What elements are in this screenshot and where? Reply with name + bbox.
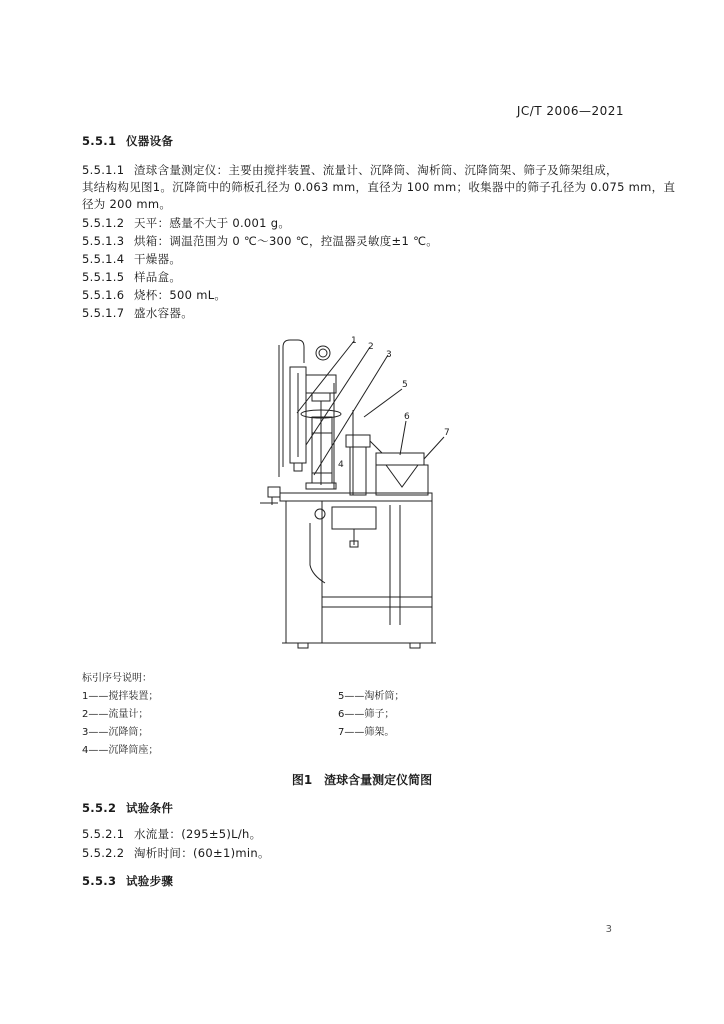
clause-number: 5.5.1.5	[82, 270, 125, 284]
stirring-coupler	[312, 393, 330, 401]
clause-text: 烧杯：500 mL。	[134, 288, 227, 302]
leader-line-7	[424, 437, 444, 459]
legend-item-6: 6——筛子；	[338, 709, 395, 720]
clause-text: 样品盒。	[134, 270, 182, 284]
clause-text: 渣球含量测定仪：主要由搅拌装置、流量计、沉降筒、淘析筒、沉降筒架、筛子及筛架组成，	[134, 163, 618, 177]
clause-text: 淘析时间：(60±1)min。	[134, 846, 270, 860]
legend-item-1: 1——搅拌装置；	[82, 691, 159, 702]
clause-text: 天平：感量不大于 0.001 g。	[134, 216, 291, 230]
valve	[268, 487, 280, 497]
section-number: 5.5.3	[82, 874, 117, 888]
elutriation-tube-top	[346, 435, 370, 447]
overflow-pipe	[370, 441, 382, 453]
clause-5-5-1-6	[82, 287, 226, 303]
water-pipe	[283, 340, 304, 467]
leader-line-6	[400, 421, 406, 455]
cabinet	[286, 501, 432, 643]
clause-5-5-2-2	[82, 845, 270, 861]
hose-coil	[319, 349, 327, 357]
clause-5-5-1-2	[82, 215, 290, 231]
clause-5-5-1-4	[82, 251, 181, 267]
leader-line-5	[364, 389, 402, 417]
cabinet-drawer	[332, 507, 376, 529]
clause-number: 5.5.1.4	[82, 252, 125, 266]
legend-item-3: 3——沉降筒；	[82, 727, 149, 738]
sieve-holder	[376, 465, 428, 495]
foot	[410, 643, 420, 648]
clause-text: 烘箱：调温范围为 0 ℃～300 ℃，控温器灵敏度±1 ℃。	[134, 234, 439, 248]
clause-5-5-2-1	[82, 826, 261, 842]
callout-3: 3	[386, 350, 392, 360]
callout-1: 1	[351, 336, 357, 346]
flow-meter-base	[294, 463, 302, 471]
clause-text: 盛水容器。	[134, 306, 193, 320]
section-heading-5-5-2	[82, 800, 173, 816]
internal-pipe	[310, 523, 325, 583]
clause-5-5-1-5	[82, 269, 181, 285]
section-title: 试验步骤	[126, 874, 174, 888]
legend-item-5: 5——淘析筒；	[338, 691, 405, 702]
section-heading-5-5-1	[82, 133, 173, 149]
clause-5-5-1-1-line-2: 其结构构见图1。沉降筒中的筛板孔径为 0.063 mm，直径为 100 mm；收集器中的筛子孔径为 0.075 mm，直	[82, 180, 676, 194]
clause-text: 干燥器。	[134, 252, 182, 266]
legend-item-4: 4——沉降筒座；	[82, 745, 159, 756]
callout-4: 4	[338, 460, 344, 470]
section-title: 仪器设备	[126, 134, 174, 148]
elutriation-tube	[350, 447, 366, 495]
clause-number: 5.5.1.3	[82, 234, 125, 248]
legend-item-7: 7——筛架。	[338, 727, 395, 738]
clause-5-5-1-1-line-1	[82, 162, 618, 178]
clause-number: 5.5.1.2	[82, 216, 125, 230]
clause-5-5-1-3	[82, 233, 438, 249]
section-number: 5.5.1	[82, 134, 117, 148]
callout-7: 7	[444, 428, 450, 438]
apparatus-diagram	[250, 335, 460, 660]
clause-5-5-1-1-line-3: 径为 200 mm。	[82, 197, 172, 211]
clause-number: 5.5.1.6	[82, 288, 125, 302]
clause-number: 5.5.1.7	[82, 306, 125, 320]
figure-caption: 图1 渣球含量测定仪简图	[291, 773, 433, 787]
section-heading-5-5-3	[82, 873, 173, 889]
foot	[298, 643, 308, 648]
callout-2: 2	[368, 342, 374, 352]
section-title: 试验条件	[126, 801, 174, 815]
page-number: 3	[605, 924, 612, 935]
clause-text: 水流量：(295±5)L/h。	[134, 827, 262, 841]
callout-5: 5	[402, 380, 408, 390]
cabinet-shelf	[322, 597, 432, 607]
section-number: 5.5.2	[82, 801, 117, 815]
stirring-motor	[306, 375, 336, 393]
hose-coil	[316, 346, 330, 360]
legend-title: 标引序号说明：	[82, 673, 152, 684]
callout-6: 6	[404, 412, 410, 422]
clause-number: 5.5.2.1	[82, 827, 125, 841]
clause-number: 5.5.2.2	[82, 846, 125, 860]
clause-5-5-1-7	[82, 305, 193, 321]
pressure-gauge	[315, 509, 325, 519]
clause-number: 5.5.1.1	[82, 163, 125, 177]
table-top	[280, 493, 432, 501]
funnel	[386, 465, 418, 487]
legend-item-2: 2——流量计；	[82, 709, 149, 720]
standard-code: JC/T 2006—2021	[516, 104, 624, 118]
